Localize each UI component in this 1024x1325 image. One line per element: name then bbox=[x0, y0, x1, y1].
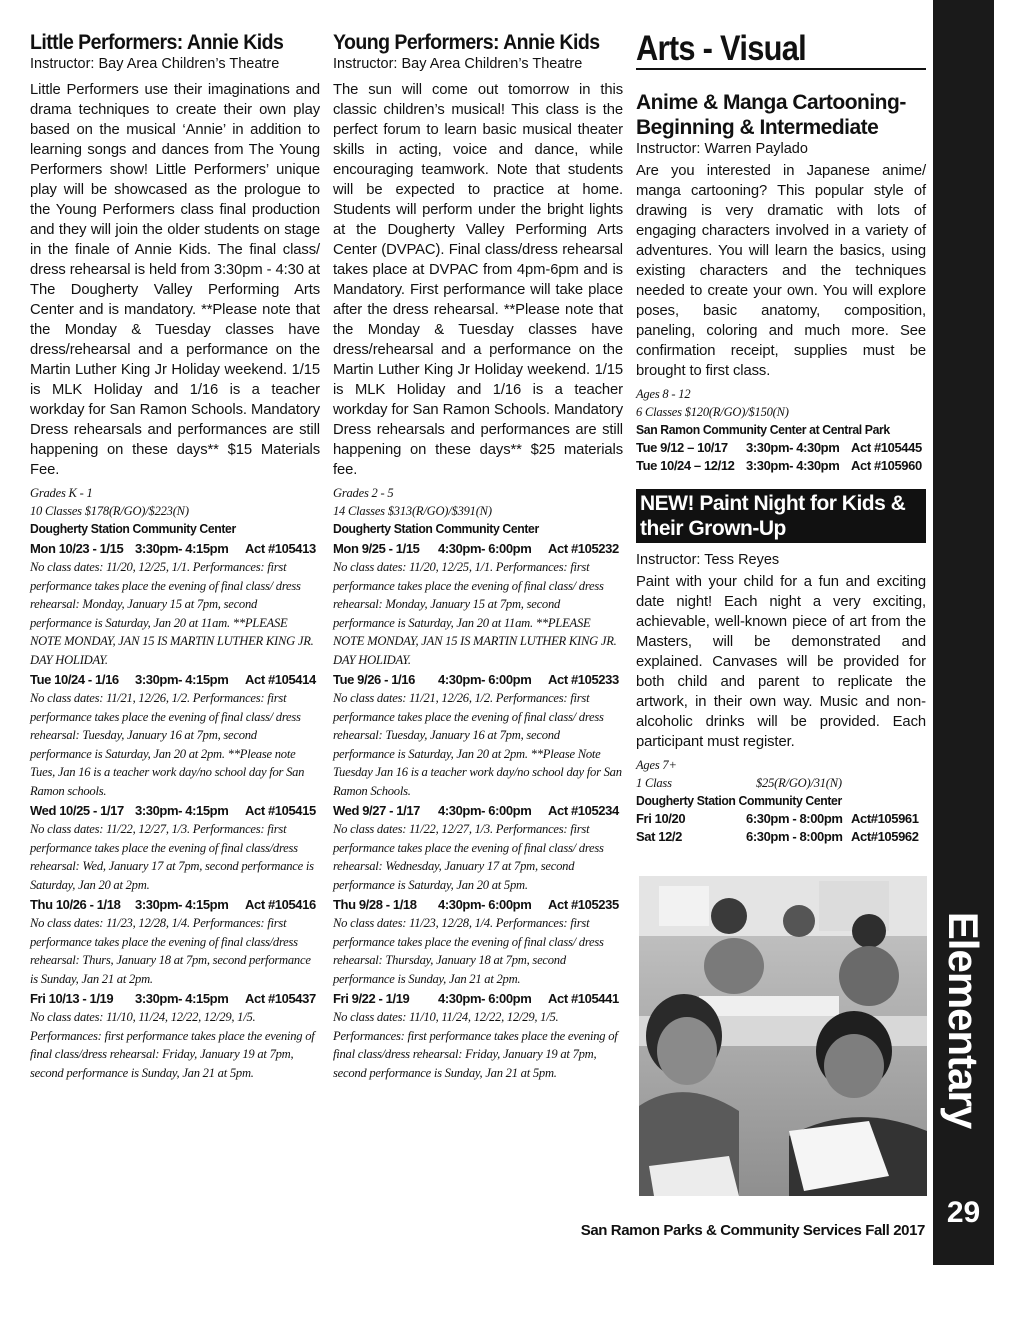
course-title-highlight: NEW! Paint Night for Kids & their Grown-Up bbox=[636, 489, 926, 543]
session-note: No class dates: 11/21, 12/26, 1/2. Performances: first performance takes place the evening of final class/ dress rehearsal: Tuesday, January 16 at 7pm, second performance is Saturday, Jan 20 at 2pm. **Please Note Tuesday Jan 16 is a teacher work day/no school day for San Ramon Schools. bbox=[333, 691, 622, 798]
session-time: 3:30pm- 4:30pm bbox=[746, 458, 840, 473]
course-title: Little Performers: Annie Kids bbox=[30, 31, 284, 54]
session-dates: Fri 10/13 - 1/19 bbox=[30, 991, 114, 1006]
footer: San Ramon Parks & Community Services Fall 2017 bbox=[580, 1222, 925, 1239]
session-list bbox=[636, 810, 926, 846]
session-note: No class dates: 11/23, 12/28, 1/4. Performances: first performance takes place the evening of final class/dress rehearsal: Thurs, January 18 at 7pm, second performance is Sunday, Jan 21 at 2pm. bbox=[30, 916, 311, 986]
session-line bbox=[30, 671, 320, 689]
section-header bbox=[636, 30, 926, 70]
activity-number: Act #105235 bbox=[548, 897, 619, 912]
session-line bbox=[333, 990, 623, 1008]
session-dates: Tue 9/26 - 1/16 bbox=[333, 672, 415, 687]
session-dates: Mon 9/25 - 1/15 bbox=[333, 541, 420, 556]
session-dates: Tue 10/24 - 1/16 bbox=[30, 672, 119, 687]
activity-number: Act #105441 bbox=[548, 991, 619, 1006]
session-line bbox=[636, 828, 926, 846]
session-note: No class dates: 11/21, 12/26, 1/2. Performances: first performance takes place the evening of final class/ dress rehearsal: Tuesday, January 16 at 7pm, second performance is Saturday, Jan 20 at 2pm. **Please note Tues, Jan 16 is a teacher work day/no school day for San Ramon schools. bbox=[30, 691, 305, 798]
session-time: 4:30pm- 6:00pm bbox=[438, 672, 532, 687]
session-note: No class dates: 11/22, 12/27, 1/3. Performances: first performance takes place the evening of final class/ dress rehearsal: Wednesday, January 17 at 7pm, second performance is Saturday, Jan 20 at 5pm. bbox=[333, 822, 604, 892]
column-little-performers bbox=[30, 30, 320, 1082]
activity-number: Act #105414 bbox=[245, 672, 316, 687]
session-time: 3:30pm- 4:15pm bbox=[135, 897, 229, 912]
course-description: Little Performers use their imaginations and drama techniques to create their own play based on the musical ‘Annie’ in addition to learning songs and dances from The Young Performers show! Little Performers’ unique play will be showcased as the prologue to the Young Performers class final production and they will join the older students on stage in the finale of Annie Kids. The final class/ dress rehearsal is held from 3:30pm - 4:30 at The Dougherty Valley Performing Arts Center and is mandatory. **Please note that the Monday & Tuesday classes have dress/rehearsal and a performance on the Martin Luther King Jr Holiday weekend. 1/15 is MLK Holiday and 1/16 is a teacher workday for San Ramon Schools. Mandatory Dress rehearsals and performances are still happening on these days** $15 Materials Fee. bbox=[30, 82, 320, 478]
session-note: No class dates: 11/10, 11/24, 12/22, 12/29, 1/5. Performances: first performance takes place the evening of final class/dress rehearsal: Friday, January 19 at 7pm, second performance is Sunday, Jan 21 at 5pm. bbox=[30, 1010, 315, 1080]
classes-fee bbox=[636, 774, 926, 792]
activity-number: Act #105234 bbox=[548, 803, 619, 818]
activity-number: Act #105960 bbox=[851, 458, 922, 473]
session-line bbox=[30, 990, 320, 1008]
instructor: Instructor: Bay Area Children’s Theatre bbox=[30, 56, 280, 72]
activity-number: Act#105962 bbox=[851, 829, 919, 844]
children-classroom-photo bbox=[639, 876, 927, 1196]
activity-number: Act #105416 bbox=[245, 897, 316, 912]
classes-fee: 14 Classes $313(R/GO)/$391(N) bbox=[333, 504, 492, 518]
session-time: 4:30pm- 6:00pm bbox=[438, 541, 532, 556]
session-note: No class dates: 11/22, 12/27, 1/3. Performances: first performance takes place the evening of final class/dress rehearsal: Wed, January 17 at 7pm, second performance is Saturday, Jan 20 at 2pm. bbox=[30, 822, 314, 892]
ages: Ages 7+ bbox=[636, 758, 677, 772]
class-count: 1 Class bbox=[636, 776, 672, 790]
session-dates: Tue 10/24 – 12/12 bbox=[636, 458, 735, 473]
session-note: No class dates: 11/20, 12/25, 1/1. Performances: first performance takes place the evening of final class/ dress rehearsal: Monday, January 15 at 7pm, second performance is Saturday, Jan 20 at 11am. **PLEASE NOTE MONDAY, JAN 15 IS MARTIN LUTHER KING JR. DAY HOLIDAY. bbox=[333, 560, 617, 667]
sidebar-label-text: Elementary bbox=[940, 911, 988, 1129]
location: Dougherty Station Community Center bbox=[333, 521, 539, 536]
session-dates: Sat 12/2 bbox=[636, 829, 682, 844]
course-description: Paint with your child for a fun and exciting date night! Each night a very exciting, achievable, well-known piece of art from the Masters, will be demonstrated and explained. Canvases will be provided for both child and parent to replicate the artwork, in their own way. Music and non-alcoholic drinks will be provided. Each participant must register. bbox=[636, 574, 926, 750]
session-line bbox=[636, 810, 926, 828]
session-dates: Fri 10/20 bbox=[636, 811, 686, 826]
session-dates: Fri 9/22 - 1/19 bbox=[333, 991, 410, 1006]
course-description: Are you interested in Japanese anime/ manga cartooning? This popular style of drawing is very dramatic with lots of engaging characters involved in a variety of adventures. You will learn the basics, using existing characters and the techniques needed to create your own. You will explore poses, basic anatomy, composition, paneling, coloring and much more. See confirmation receipt, supplies must be brought to first class. bbox=[636, 163, 926, 379]
page-number: 29 bbox=[946, 1196, 981, 1229]
activity-number: Act #105415 bbox=[245, 803, 316, 818]
session-time: 4:30pm- 6:00pm bbox=[438, 991, 532, 1006]
instructor: Instructor: Bay Area Children’s Theatre bbox=[333, 56, 583, 72]
fee: $25(R/GO)/31(N) bbox=[756, 776, 842, 790]
session-list bbox=[636, 439, 926, 475]
session-time: 4:30pm- 6:00pm bbox=[438, 803, 532, 818]
session-line bbox=[333, 671, 623, 689]
classes-fee: 10 Classes $178(R/GO)/$223(N) bbox=[30, 504, 189, 518]
session-dates: Thu 9/28 - 1/18 bbox=[333, 897, 417, 912]
classes-fee: 6 Classes $120(R/GO)/$150(N) bbox=[636, 405, 789, 419]
session-line bbox=[30, 540, 320, 558]
course-title: Anime & Manga Cartooning-Beginning & Intermediate bbox=[636, 91, 906, 139]
session-list bbox=[30, 540, 320, 1082]
instructor: Instructor: Tess Reyes bbox=[636, 552, 780, 568]
grades: Grades K - 1 bbox=[30, 486, 93, 500]
session-note: No class dates: 11/10, 11/24, 12/22, 12/29, 1/5. Performances: first performance takes place the evening of final class/dress rehearsal: Friday, January 19 at 7pm, second performance is Sunday, Jan 21 at 5pm. bbox=[333, 1010, 618, 1080]
session-note: No class dates: 11/20, 12/25, 1/1. Performances: first performance takes place the evening of final class/ dress rehearsal: Monday, January 15 at 7pm, second performance is Saturday, Jan 20 at 11am. **PLEASE NOTE MONDAY, JAN 15 IS MARTIN LUTHER KING JR. DAY HOLIDAY. bbox=[30, 560, 314, 667]
activity-number: Act #105232 bbox=[548, 541, 619, 556]
course-description: The sun will come out tomorrow in this classic children’s musical! This class is the perfect forum to learn basic musical theater skills in acting, voice and dance, while encouraging teamwork. Note that students will be expected to practice at home. Students will perform under the bright lights at the Dougherty Valley Performing Arts Center (DVPAC). Final class/dress rehearsal takes place at DVPAC from 4pm-6pm and is Mandatory. First performance will take place after the dress rehearsal. **Please note that the Monday & Tuesday classes have dress/rehearsal and a performance on the Martin Luther King Jr Holiday weekend. 1/15 is MLK Holiday and 1/16 is a teacher workday for San Ramon Schools. Mandatory Dress rehearsals and performances are still happening on these days** $25 materials fee. bbox=[333, 82, 623, 478]
activity-number: Act #105233 bbox=[548, 672, 619, 687]
session-line bbox=[636, 457, 926, 475]
session-line bbox=[30, 802, 320, 820]
session-time: 3:30pm- 4:15pm bbox=[135, 541, 229, 556]
session-time: 3:30pm- 4:30pm bbox=[746, 440, 840, 455]
activity-number: Act #105413 bbox=[245, 541, 316, 556]
sidebar-label bbox=[933, 900, 994, 1140]
session-list bbox=[333, 540, 623, 1082]
session-line bbox=[30, 896, 320, 914]
session-time: 3:30pm- 4:15pm bbox=[135, 803, 229, 818]
session-line bbox=[333, 802, 623, 820]
column-arts-visual bbox=[636, 30, 926, 846]
grades: Grades 2 - 5 bbox=[333, 486, 394, 500]
activity-number: Act #105445 bbox=[851, 440, 922, 455]
session-dates: Wed 10/25 - 1/17 bbox=[30, 803, 124, 818]
activity-number: Act#105961 bbox=[851, 811, 919, 826]
session-dates: Mon 10/23 - 1/15 bbox=[30, 541, 124, 556]
session-line bbox=[333, 540, 623, 558]
location: San Ramon Community Center at Central Park bbox=[636, 422, 890, 437]
session-time: 4:30pm- 6:00pm bbox=[438, 897, 532, 912]
session-time: 3:30pm- 4:15pm bbox=[135, 672, 229, 687]
session-dates: Thu 10/26 - 1/18 bbox=[30, 897, 121, 912]
session-line bbox=[636, 439, 926, 457]
instructor: Instructor: Warren Paylado bbox=[636, 141, 808, 157]
column-young-performers bbox=[333, 30, 623, 1082]
session-dates: Wed 9/27 - 1/17 bbox=[333, 803, 420, 818]
session-line bbox=[333, 896, 623, 914]
session-time: 6:30pm - 8:00pm bbox=[746, 811, 843, 826]
session-time: 6:30pm - 8:00pm bbox=[746, 829, 843, 844]
activity-number: Act #105437 bbox=[245, 991, 316, 1006]
location: Dougherty Station Community Center bbox=[636, 793, 842, 808]
session-time: 3:30pm- 4:15pm bbox=[135, 991, 229, 1006]
session-note: No class dates: 11/23, 12/28, 1/4. Performances: first performance takes place the evening of final class/ dress rehearsal: Thursday, January 18 at 7pm, second performance is Sunday, Jan 21 at 2pm. bbox=[333, 916, 604, 986]
ages: Ages 8 - 12 bbox=[636, 387, 691, 401]
location: Dougherty Station Community Center bbox=[30, 521, 236, 536]
course-title: Young Performers: Annie Kids bbox=[333, 31, 600, 54]
session-dates: Tue 9/12 – 10/17 bbox=[636, 440, 728, 455]
section-header-text: Arts - Visual bbox=[636, 29, 807, 68]
